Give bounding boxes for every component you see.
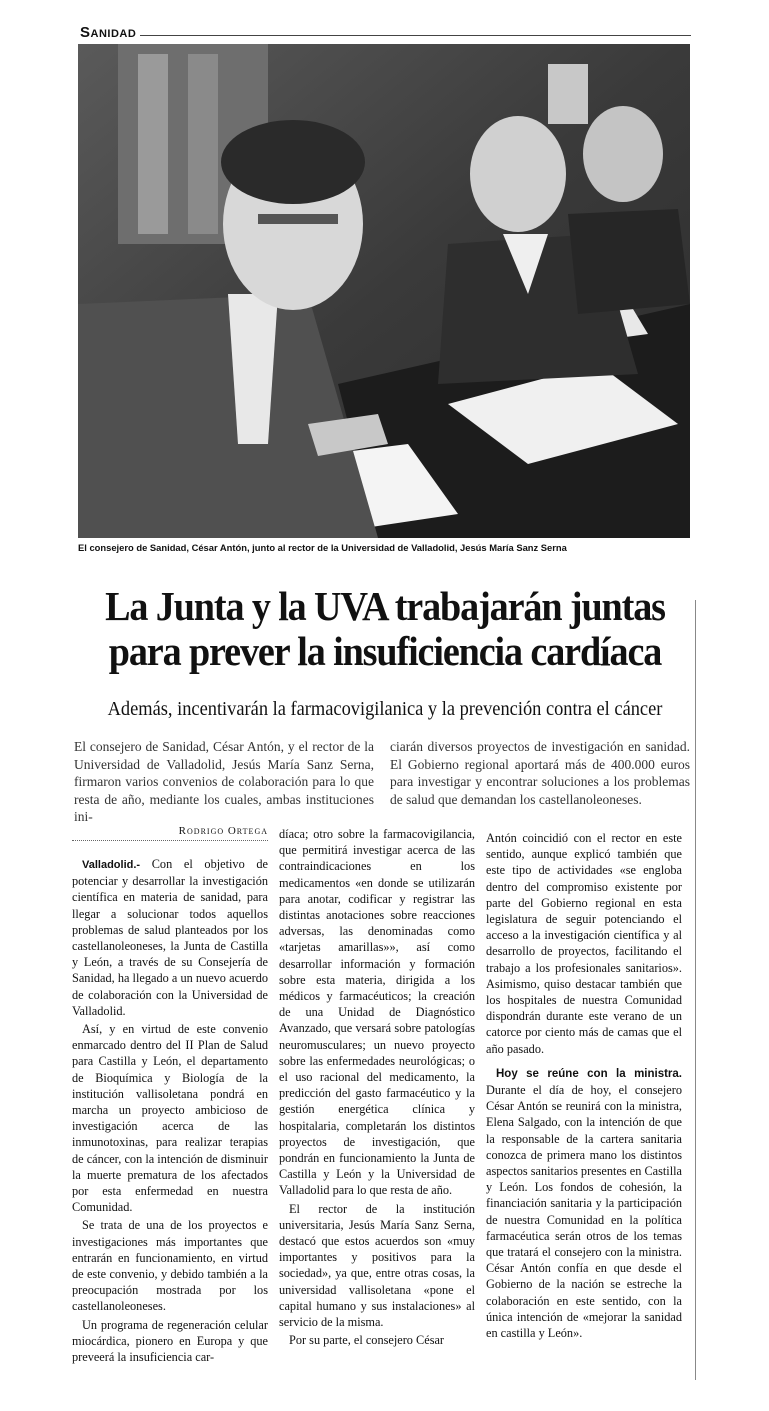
headline [83,584,688,674]
body-paragraph: El rector de la institución universitaria, Jesús María Sanz Serna, destacó que estos acuerdos son «muy importantes y positivos para la sociedad», ya que, entre otras cosas, la universidad vallisoletana «pone el capital humano y sus instalaciones» al servicio de la misma. [279,1201,475,1330]
dateline: Valladolid.- [82,859,141,871]
body-paragraph: Por su parte, el consejero César [289,1333,445,1348]
news-photo [78,44,690,538]
section-label: Sanidad [80,24,137,41]
body-paragraph: Valladolid.- Con el objetivo de potenciar y desarrollar la investigación científica en materia de sanidad, para llegar a solucionar todos aquellos problemas de salud planteados por los castellanoleoneses, la Junta de Castilla y León, a través de su Consejería de Sanidad, ha llegado a un nuevo acuerdo de colaboración con la Universidad de Valladolid. [72,857,268,1018]
body-paragraph: Antón coincidió con el rector en este sentido, aunque explicó también que este tipo de actividades «se engloba dentro del compromiso existente por parte del Gobierno regional en esta legislatura de seguir potenciando el acceso a la investigación científica y al desarrollo de proyectos, facilitando el trabajo a los profesionales sanitarios». Asimismo, quiso destacar también que los hospitales de nuestra Comunidad dispondrán durante este verano de un catorce por ciento más de camas que el año pasado. [486,831,682,1056]
headline-line-2: para prever la insuficiencia cardíaca [108,628,662,674]
body-column-3 [486,830,682,1341]
byline: Rodrigo Ortega [178,825,268,837]
body-column-1 [72,856,268,1365]
column-rule [695,600,696,1380]
subheadline: Además, incentivarán la farmacovigilanica y la prevención contra el cáncer [107,698,663,720]
headline-line-1: La Junta y la UVA trabajarán juntas [105,583,665,629]
body-column-2 [279,826,475,1349]
body-paragraph: Un programa de regeneración celular miocárdica, pionero en Europa y que preveerá la insuficiencia car- [72,1317,268,1365]
body-paragraph: Así, y en virtud de este convenio enmarcado dentro del II Plan de Salud para Castilla y León, el departamento de Bioquímica y Biología de la institución vallisoletana pondrá en marcha un proyecto ambicioso de investigación acerca de las inmunotoxinas, para realizar terapias de cáncer, con la intención de disminuir la muerte prematura de los afectados por esta enfermedad en nuestra Comunidad. [72,1022,268,1215]
lead-left: El consejero de Sanidad, César Antón, y el rector de la Universidad de Valladolid, Jesús María Sanz Serna, firmaron varios convenios de colaboración para lo que resta de año, mediante los cuales, ambas instituciones ini- [74,739,374,824]
body-paragraph: Se trata de una de los proyectos e investigaciones más importantes que entrarán en funcionamiento, en virtud de este convenio, y debido también a la preocupación mostrada por los castellanoleoneses. [72,1218,268,1314]
lead-right: ciarán diversos proyectos de investigación en sanidad. El Gobierno regional aportará más de 400.000 euros para investigar y encontrar soluciones a los problemas de salud que demandan los castellanoleoneses. [390,739,690,807]
subhead: Hoy se reúne con la ministra. [496,1067,682,1080]
body-paragraph: díaca; otro sobre la farmacovigilancia, que permitirá investigar acerca de las contraindicaciones en los medicamentos «en donde se utilizarán para anotar, codificar y registrar las distintas anotaciones sobre reacciones adversas, las denominadas como «tarjetas amarillas»», así como desarrollar información y formación sobre esta materia, dirigida a los médicos y farmacéuticos; la creación de una Unidad de Diagnóstico Avanzado, que versará sobre patologías neuromusculares; un nuevo proyecto sobre las enfermedades neurológicas; o el uso racional del medicamento, la predicción del gasto farmacéutico y la gestión energética clínica y hospitalaria, completarán los distintos proyectos de investigación, que pondrán en funcionamiento la Junta de Castilla y León y la Universidad de Valladolid para lo que resta de año. [279,827,475,1198]
body-paragraph: Hoy se reúne con la ministra. Durante el día de hoy, el consejero César Antón se reunirá con la ministra, Elena Salgado, con la intención de que la responsable de la cartera sanitaria conozca de primera mano los distintos aspectos sanitarios presentes en Castilla y León. Los fondos de cohesión, la financiación sanitaria y la participación de nuestra Comunidad en la política farmacéutica serán otros de los temas que tratará el consejero con la ministra. César Antón confía en que desde el Gobierno de la nación se estreche la colaboración en este sentido, con la única intención de «mejorar la sanidad en castilla y León». [486,1067,683,1341]
photo-caption: El consejero de Sanidad, César Antón, junto al rector de la Universidad de Valladolid, Jesús María Sanz Serna [78,542,567,553]
byline-rule [72,840,268,841]
section-rule [140,35,691,36]
